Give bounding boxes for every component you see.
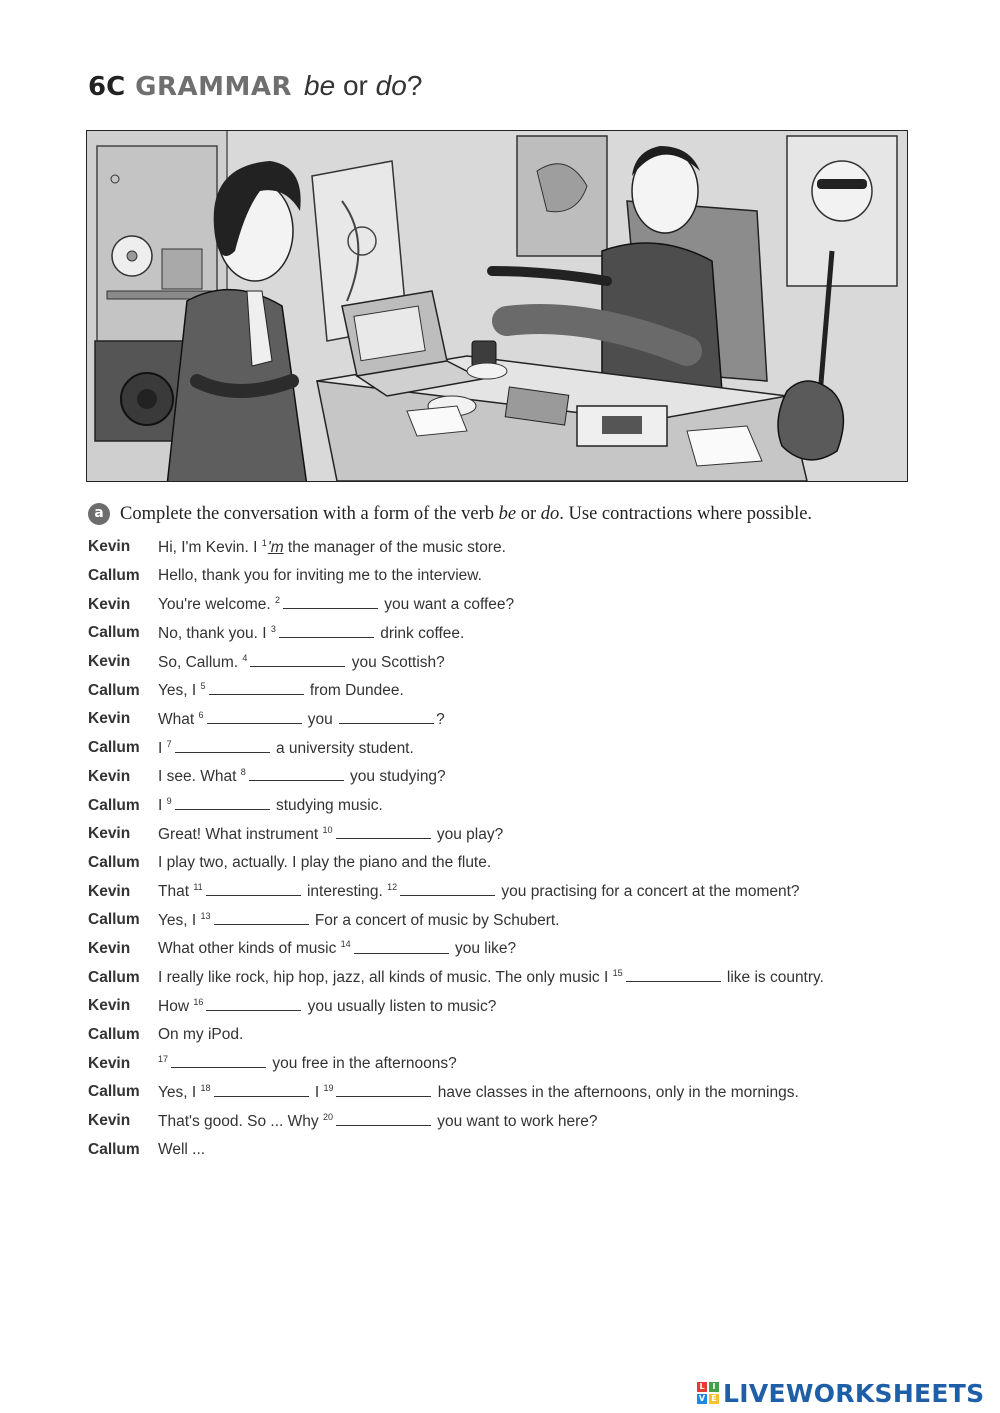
text-segment: So, Callum.: [158, 653, 243, 671]
speaker-name: Callum: [88, 1140, 140, 1158]
gap-number: 1: [261, 537, 267, 548]
text-segment: Hello, thank you for inviting me to the interview.: [158, 567, 482, 585]
line-text: [158, 854, 491, 872]
line-text: [158, 681, 404, 700]
speaker-name: Kevin: [88, 538, 131, 556]
answer-blank[interactable]: [339, 711, 434, 724]
line-text: [158, 1112, 598, 1131]
answer-blank[interactable]: [336, 826, 431, 839]
unit-code: 6C: [88, 72, 126, 102]
dialogue-line: [88, 1021, 968, 1050]
answer-blank[interactable]: [400, 883, 495, 896]
speaker-name: Callum: [88, 968, 140, 986]
dialogue-line: [88, 963, 968, 992]
text-segment: Yes, I: [158, 682, 201, 700]
line-text: [158, 968, 824, 987]
text-segment: Yes, I: [158, 911, 201, 929]
speaker-name: Kevin: [88, 882, 131, 900]
text-segment: What: [158, 711, 199, 729]
answer-blank[interactable]: [336, 1113, 431, 1126]
text-segment: you practising for a concert at the moment?: [497, 883, 800, 901]
text-segment: You're welcome.: [158, 596, 275, 614]
dialogue-line: [88, 849, 968, 878]
dialogue-line: [88, 562, 968, 591]
text-segment: I play two, actually. I play the piano and the flute.: [158, 853, 492, 871]
exercise-badge: a: [88, 503, 110, 525]
speaker-name: Kevin: [88, 767, 131, 785]
text-segment: like is country.: [722, 969, 824, 987]
gap-number: 12: [387, 882, 398, 893]
dialogue-line: [88, 906, 968, 935]
gap-number: 17: [158, 1054, 169, 1065]
dialogue-line: [88, 877, 968, 906]
speaker-name: Callum: [88, 796, 140, 814]
dialogue-line: [88, 763, 968, 792]
speaker-name: Callum: [88, 1026, 140, 1044]
speaker-name: Callum: [88, 1083, 140, 1101]
text-segment: you: [303, 711, 338, 729]
answer-blank[interactable]: [207, 711, 302, 724]
liveworksheets-logo: [697, 1378, 984, 1408]
text-segment: from Dundee.: [305, 682, 404, 700]
answer-blank[interactable]: [249, 768, 344, 781]
answer-blank[interactable]: [214, 912, 309, 925]
answer-blank[interactable]: [250, 654, 345, 667]
line-text: [158, 1083, 799, 1102]
gap-number: 4: [242, 652, 248, 663]
gap-number: 20: [322, 1111, 333, 1122]
section-label: GRAMMAR: [135, 72, 293, 102]
dialogue-line: [88, 705, 968, 734]
speaker-name: Callum: [88, 624, 140, 642]
speaker-name: Callum: [88, 853, 140, 871]
speaker-name: Callum: [88, 681, 140, 699]
topic-label: be or do?: [304, 70, 423, 101]
text-segment: I: [310, 1083, 324, 1101]
line-text: [158, 882, 800, 901]
logo-icon: [697, 1382, 719, 1404]
gap-number: 13: [200, 910, 211, 921]
text-segment: you want a coffee?: [380, 596, 515, 614]
dialogue-line: [88, 1078, 968, 1107]
gap-number: 18: [200, 1082, 211, 1093]
logo-text: LIVEWORKSHEETS: [723, 1378, 985, 1408]
text-segment: ?: [436, 711, 445, 729]
answer-blank[interactable]: [171, 1055, 266, 1068]
answer-blank[interactable]: [626, 969, 721, 982]
gap-number: 8: [240, 767, 246, 778]
text-segment: Hi, I'm Kevin. I: [158, 538, 262, 556]
line-text: [158, 710, 445, 729]
dialogue-line: [88, 935, 968, 964]
text-segment: you play?: [432, 825, 504, 843]
text-segment: studying music.: [271, 797, 383, 815]
text-segment: I: [158, 739, 167, 757]
line-text: [158, 997, 496, 1016]
gap-number: 11: [193, 882, 203, 893]
dialogue-line: [88, 820, 968, 849]
text-segment: the manager of the music store.: [283, 538, 506, 556]
line-text: [158, 796, 383, 815]
gap-number: 10: [322, 824, 333, 835]
gap-number: 2: [274, 595, 280, 606]
text-segment: interesting.: [302, 883, 388, 901]
dialogue-line: [88, 992, 968, 1021]
answer-blank[interactable]: [214, 1084, 309, 1097]
speaker-name: Callum: [88, 739, 140, 757]
text-segment: you usually listen to music?: [303, 997, 497, 1015]
line-text: [158, 624, 464, 643]
text-segment: I really like rock, hip hop, jazz, all kinds of music. The only music I: [158, 969, 613, 987]
speaker-name: Kevin: [88, 1054, 131, 1072]
line-text: [158, 939, 516, 958]
text-segment: you like?: [450, 940, 517, 958]
line-text: [158, 653, 445, 672]
text-segment: Yes, I: [158, 1083, 201, 1101]
text-segment: you free in the afternoons?: [268, 1055, 457, 1073]
dialogue-line: [88, 533, 968, 562]
dialogue-line: [88, 734, 968, 763]
text-segment: drink coffee.: [375, 624, 465, 642]
line-text: [158, 538, 506, 557]
line-text: [158, 767, 446, 786]
line-text: [158, 1026, 243, 1044]
dialogue-line: [88, 590, 968, 619]
text-segment: Well ...: [158, 1140, 206, 1158]
speaker-name: Kevin: [88, 595, 131, 613]
text-segment: you want to work here?: [432, 1112, 598, 1130]
logo-letter: L: [697, 1382, 707, 1392]
line-text: [158, 739, 414, 758]
text-segment: How: [158, 997, 194, 1015]
dialogue-line: [88, 676, 968, 705]
line-text: [158, 1141, 205, 1159]
speaker-name: Kevin: [88, 653, 131, 671]
speaker-name: Kevin: [88, 710, 131, 728]
line-text: [158, 825, 503, 844]
logo-letter: E: [709, 1394, 719, 1404]
text-segment: That: [158, 883, 194, 901]
speaker-name: Callum: [88, 567, 140, 585]
gap-number: 9: [166, 795, 172, 806]
answer-blank[interactable]: [354, 941, 449, 954]
line-text: [158, 911, 560, 930]
line-text: [158, 1054, 457, 1073]
speaker-name: Kevin: [88, 939, 131, 957]
dialogue-line: [88, 791, 968, 820]
text-segment: you Scottish?: [347, 653, 445, 671]
line-text: [158, 595, 514, 614]
speaker-name: Callum: [88, 911, 140, 929]
answer-blank[interactable]: [336, 1084, 431, 1097]
text-segment: That's good. So ... Why: [158, 1112, 323, 1130]
exercise-instruction: [88, 503, 812, 525]
answer-blank[interactable]: [206, 883, 301, 896]
text-segment: What other kinds of music: [158, 940, 341, 958]
logo-letter: I: [709, 1382, 719, 1392]
dialogue-line: [88, 1135, 968, 1164]
speaker-name: Kevin: [88, 1112, 131, 1130]
text-segment: Great! What instrument: [158, 825, 323, 843]
example-answer: 'm: [267, 538, 284, 556]
speaker-name: Kevin: [88, 997, 131, 1015]
gap-number: 19: [323, 1082, 334, 1093]
gap-number: 6: [198, 709, 204, 720]
text-segment: have classes in the afternoons, only in the mornings.: [433, 1083, 799, 1101]
answer-blank[interactable]: [209, 682, 304, 695]
speaker-name: Kevin: [88, 825, 131, 843]
text-segment: I see. What: [158, 768, 241, 786]
gap-number: 15: [612, 968, 623, 979]
text-segment: For a concert of music by Schubert.: [310, 911, 560, 929]
conversation: [88, 533, 968, 1164]
gap-number: 16: [193, 996, 204, 1007]
answer-blank[interactable]: [283, 596, 378, 609]
answer-blank[interactable]: [206, 998, 301, 1011]
page-title: [88, 70, 422, 110]
gap-number: 7: [166, 738, 172, 749]
gap-number: 14: [340, 939, 351, 950]
logo-letter: V: [698, 1394, 706, 1403]
gap-number: 3: [270, 623, 276, 634]
dialogue-line: [88, 648, 968, 677]
text-segment: On my iPod.: [158, 1026, 244, 1044]
dialogue-line: [88, 1049, 968, 1078]
text-segment: a university student.: [271, 739, 414, 757]
answer-blank[interactable]: [279, 625, 374, 638]
text-segment: I: [158, 797, 167, 815]
answer-blank[interactable]: [175, 740, 270, 753]
gap-number: 5: [200, 681, 206, 692]
office-illustration: [86, 130, 908, 482]
text-segment: you studying?: [345, 768, 446, 786]
text-segment: No, thank you. I: [158, 624, 271, 642]
instruction-text: Complete the conversation with a form of the verb be or do. Use contractions where possible.: [120, 503, 813, 524]
answer-blank[interactable]: [175, 797, 270, 810]
dialogue-line: [88, 1107, 968, 1136]
dialogue-line: [88, 619, 968, 648]
line-text: [158, 567, 482, 585]
